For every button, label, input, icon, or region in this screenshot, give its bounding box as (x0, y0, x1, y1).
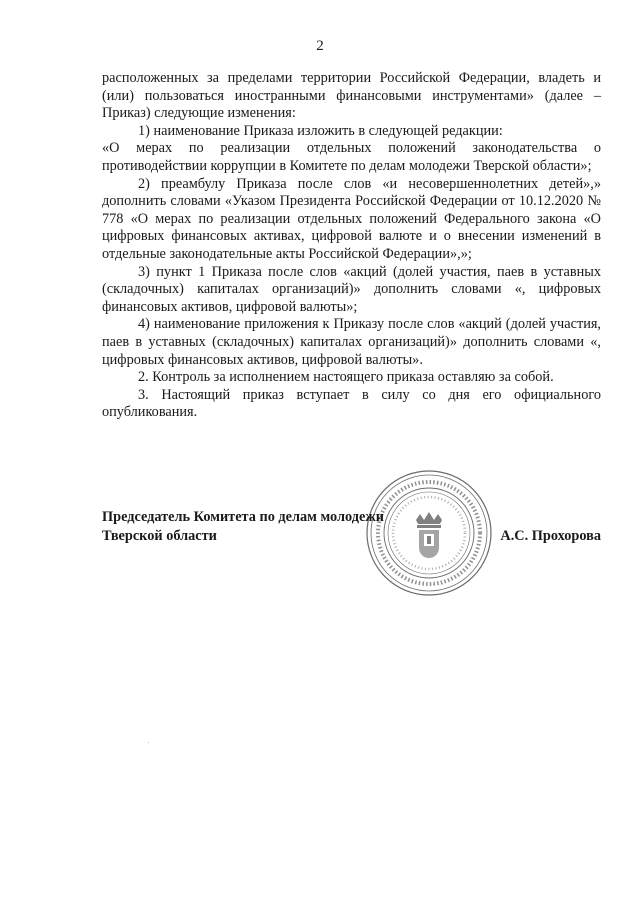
paragraph-item-1: 1) наименование Приказа изложить в следующей редакции: (138, 122, 503, 139)
signatory-title (102, 508, 384, 546)
paragraph-effective: 3. Настоящий приказ вступает в силу со дня его официального опубликования. (102, 386, 601, 421)
paragraph-new-title: «О мерах по реализации отдельных положений законодательства о противодействии коррупции в Комитете по делам молодежи Тверской области»; (102, 140, 601, 174)
paragraph-intro: расположенных за пределами территории Российской Федерации, владеть и (или) пользоваться иностранными финансовыми инструментами» (далее – Приказ) следующие изменения: (102, 70, 601, 122)
paragraph-control: 2. Контроль за исполнением настоящего приказа оставляю за собой. (138, 369, 554, 386)
document-body (102, 70, 601, 422)
paragraph-item-2: 2) преамбулу Приказа после слов «и несовершеннолетних детей»,» дополнить словами «Указом Президента Российской Федерации от 10.12.2020 № 778 «О мерах по реализации отдельных положений Федерального закона «О цифровых финансовых активах, цифровой валюте и о внесении изменений в отдельные законодательные акты Российской Федерации»,»; (102, 175, 601, 262)
scan-speck (148, 742, 149, 743)
signatory-name: А.С. Прохорова (500, 528, 601, 544)
signatory-title-line2: Тверской области (102, 528, 217, 544)
signatory-title-line1: Председатель Комитета по делам молодежи (102, 509, 384, 525)
paragraph-item-4: 4) наименование приложения к Приказу после слов «акций (долей участия, паев в уставных (складочных) капиталах организаций)» дополнить словами «, цифровых финансовых активов, цифровой валюты». (102, 316, 601, 368)
signature-block (102, 508, 601, 588)
page-number: 2 (316, 38, 324, 54)
paragraph-item-3: 3) пункт 1 Приказа после слов «акций (долей участия, паев в уставных (складочных) капиталах организаций)» дополнить словами «, цифровых финансовых активов, цифровой валюты»; (102, 263, 601, 315)
